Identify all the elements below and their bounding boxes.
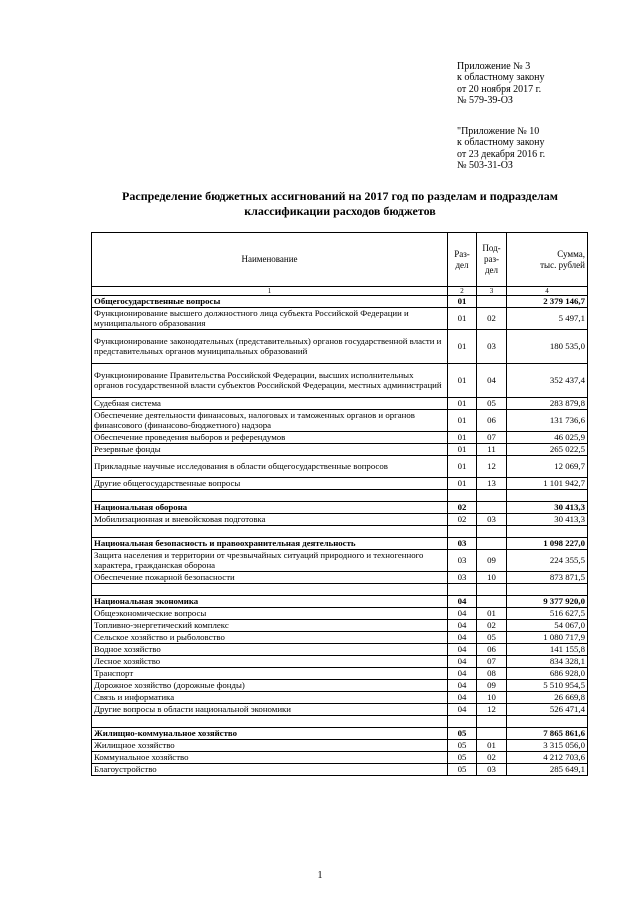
row-amount: 26 669,8 bbox=[507, 692, 588, 704]
column-number: 1 bbox=[92, 287, 448, 296]
row-name: Функционирование законодательных (представительных) органов государственной власти и представительных органов муниципальных образований bbox=[92, 330, 448, 364]
row-name: Жилищное хозяйство bbox=[92, 740, 448, 752]
row-amount: 141 155,8 bbox=[507, 644, 588, 656]
table-row bbox=[92, 668, 588, 680]
previous-appendix-reference bbox=[457, 126, 545, 172]
row-name: Обеспечение проведения выборов и референдумов bbox=[92, 432, 448, 444]
row-name: Функционирование Правительства Российской Федерации, высших исполнительных органов государственной власти субъектов Российской Федерации, местных администраций bbox=[92, 364, 448, 398]
header-section-text: Раз- дел bbox=[454, 248, 470, 270]
row-subsection: 04 bbox=[477, 364, 507, 398]
table-row bbox=[92, 608, 588, 620]
row-amount: 352 437,4 bbox=[507, 364, 588, 398]
table-row bbox=[92, 632, 588, 644]
row-subsection: 03 bbox=[477, 764, 507, 776]
table-header-row bbox=[92, 233, 588, 287]
row-name: Обеспечение деятельности финансовых, налоговых и таможенных органов и органов финансового (финансово-бюджетного) надзора bbox=[92, 410, 448, 432]
row-amount: 2 379 146,7 bbox=[507, 296, 588, 308]
row-amount: 46 025,9 bbox=[507, 432, 588, 444]
row-amount: 1 101 942,7 bbox=[507, 478, 588, 490]
row-subsection: 09 bbox=[477, 680, 507, 692]
row-section: 04 bbox=[448, 668, 477, 680]
row-amount: 224 355,5 bbox=[507, 550, 588, 572]
row-amount: 3 315 056,0 bbox=[507, 740, 588, 752]
row-subsection bbox=[477, 538, 507, 550]
appendix-line: к областному закону bbox=[457, 137, 545, 149]
empty-cell bbox=[92, 490, 448, 502]
row-section: 02 bbox=[448, 502, 477, 514]
row-amount: 686 928,0 bbox=[507, 668, 588, 680]
budget-table bbox=[91, 232, 588, 776]
row-amount: 180 535,0 bbox=[507, 330, 588, 364]
row-name: Национальная безопасность и правоохранительная деятельность bbox=[92, 538, 448, 550]
row-section: 01 bbox=[448, 444, 477, 456]
row-subsection: 01 bbox=[477, 608, 507, 620]
empty-cell bbox=[92, 716, 448, 728]
row-subsection: 09 bbox=[477, 550, 507, 572]
table-row bbox=[92, 456, 588, 478]
row-subsection bbox=[477, 296, 507, 308]
table-row bbox=[92, 704, 588, 716]
row-section: 01 bbox=[448, 456, 477, 478]
appendix-line: № 503-31-ОЗ bbox=[457, 160, 513, 172]
row-name: Связь и информатика bbox=[92, 692, 448, 704]
row-subsection: 13 bbox=[477, 478, 507, 490]
section-total-row bbox=[92, 502, 588, 514]
row-amount: 283 879,8 bbox=[507, 398, 588, 410]
spacer-row bbox=[92, 584, 588, 596]
row-amount: 9 377 920,0 bbox=[507, 596, 588, 608]
title-line: классификации расходов бюджетов bbox=[244, 203, 436, 218]
row-amount: 7 865 861,6 bbox=[507, 728, 588, 740]
header-amount bbox=[507, 233, 588, 287]
row-name: Жилищно-коммунальное хозяйство bbox=[92, 728, 448, 740]
row-subsection: 03 bbox=[477, 514, 507, 526]
column-number: 4 bbox=[507, 287, 588, 296]
page-number: 1 bbox=[317, 870, 323, 881]
empty-cell bbox=[477, 716, 507, 728]
row-amount: 285 649,1 bbox=[507, 764, 588, 776]
row-subsection: 01 bbox=[477, 740, 507, 752]
row-amount: 131 736,6 bbox=[507, 410, 588, 432]
row-subsection: 10 bbox=[477, 692, 507, 704]
row-amount: 30 413,3 bbox=[507, 502, 588, 514]
row-name: Водное хозяйство bbox=[92, 644, 448, 656]
empty-cell bbox=[92, 526, 448, 538]
spacer-row bbox=[92, 526, 588, 538]
row-section: 04 bbox=[448, 680, 477, 692]
header-amount-text: Сумма, тыс. рублей bbox=[540, 248, 585, 270]
header-subsection-text: Под- раз- дел bbox=[482, 243, 501, 275]
row-subsection: 02 bbox=[477, 620, 507, 632]
table-row bbox=[92, 514, 588, 526]
appendix-line: к областному закону bbox=[457, 72, 545, 84]
row-section: 01 bbox=[448, 330, 477, 364]
row-section: 04 bbox=[448, 632, 477, 644]
section-total-row bbox=[92, 296, 588, 308]
row-amount: 5 510 954,5 bbox=[507, 680, 588, 692]
row-name: Общеэкономические вопросы bbox=[92, 608, 448, 620]
table-row bbox=[92, 572, 588, 584]
row-section: 04 bbox=[448, 656, 477, 668]
table-row bbox=[92, 410, 588, 432]
empty-cell bbox=[507, 490, 588, 502]
appendix-line: Приложение № 3 bbox=[457, 61, 531, 72]
row-subsection bbox=[477, 502, 507, 514]
row-amount: 1 098 227,0 bbox=[507, 538, 588, 550]
empty-cell bbox=[448, 584, 477, 596]
row-section: 04 bbox=[448, 620, 477, 632]
row-name: Общегосударственные вопросы bbox=[92, 296, 448, 308]
appendix-line: от 23 декабря 2016 г. bbox=[457, 148, 546, 160]
row-subsection: 10 bbox=[477, 572, 507, 584]
column-number: 3 bbox=[477, 287, 507, 296]
appendix-line: № 579-39-ОЗ bbox=[457, 95, 513, 107]
table-row bbox=[92, 308, 588, 330]
row-name: Национальная оборона bbox=[92, 502, 448, 514]
row-section: 04 bbox=[448, 608, 477, 620]
spacer-row bbox=[92, 490, 588, 502]
row-name: Функционирование высшего должностного лица субъекта Российской Федерации и муниципального образования bbox=[92, 308, 448, 330]
row-name: Топливно-энергетический комплекс bbox=[92, 620, 448, 632]
row-section: 01 bbox=[448, 398, 477, 410]
column-number-row bbox=[92, 287, 588, 296]
row-amount: 54 067,0 bbox=[507, 620, 588, 632]
row-section: 03 bbox=[448, 550, 477, 572]
section-total-row bbox=[92, 538, 588, 550]
row-subsection: 02 bbox=[477, 752, 507, 764]
row-subsection: 05 bbox=[477, 398, 507, 410]
row-section: 05 bbox=[448, 752, 477, 764]
row-amount: 265 022,5 bbox=[507, 444, 588, 456]
table-row bbox=[92, 330, 588, 364]
table-row bbox=[92, 680, 588, 692]
row-name: Прикладные научные исследования в области общегосударственные вопросов bbox=[92, 456, 448, 478]
empty-cell bbox=[507, 716, 588, 728]
row-subsection: 02 bbox=[477, 308, 507, 330]
row-subsection: 08 bbox=[477, 668, 507, 680]
document-title bbox=[80, 189, 600, 218]
row-name: Дорожное хозяйство (дорожные фонды) bbox=[92, 680, 448, 692]
row-subsection bbox=[477, 596, 507, 608]
appendix-reference bbox=[457, 61, 545, 107]
empty-cell bbox=[507, 526, 588, 538]
row-section: 04 bbox=[448, 644, 477, 656]
table-row bbox=[92, 478, 588, 490]
empty-cell bbox=[477, 490, 507, 502]
row-section: 05 bbox=[448, 728, 477, 740]
row-amount: 834 328,1 bbox=[507, 656, 588, 668]
row-subsection: 12 bbox=[477, 456, 507, 478]
empty-cell bbox=[477, 526, 507, 538]
row-subsection: 05 bbox=[477, 632, 507, 644]
row-section: 01 bbox=[448, 296, 477, 308]
row-section: 04 bbox=[448, 704, 477, 716]
row-section: 02 bbox=[448, 514, 477, 526]
table-row bbox=[92, 620, 588, 632]
appendix-line: от 20 ноября 2017 г. bbox=[457, 83, 542, 95]
row-name: Другие вопросы в области национальной экономики bbox=[92, 704, 448, 716]
table-row bbox=[92, 656, 588, 668]
section-total-row bbox=[92, 596, 588, 608]
row-subsection bbox=[477, 728, 507, 740]
header-section bbox=[448, 233, 477, 287]
row-section: 04 bbox=[448, 692, 477, 704]
row-section: 03 bbox=[448, 572, 477, 584]
row-name: Национальная экономика bbox=[92, 596, 448, 608]
row-amount: 526 471,4 bbox=[507, 704, 588, 716]
table-row bbox=[92, 398, 588, 410]
row-section: 01 bbox=[448, 364, 477, 398]
row-subsection: 07 bbox=[477, 432, 507, 444]
table-row bbox=[92, 764, 588, 776]
row-amount: 1 080 717,9 bbox=[507, 632, 588, 644]
row-subsection: 03 bbox=[477, 330, 507, 364]
title-line: Распределение бюджетных ассигнований на 2017 год по разделам и подразделам bbox=[122, 189, 558, 203]
header-subsection bbox=[477, 233, 507, 287]
header-name: Наименование bbox=[92, 233, 448, 287]
row-name: Благоустройство bbox=[92, 764, 448, 776]
table-row bbox=[92, 692, 588, 704]
row-section: 03 bbox=[448, 538, 477, 550]
row-section: 01 bbox=[448, 478, 477, 490]
row-name: Другие общегосударственные вопросы bbox=[92, 478, 448, 490]
row-section: 01 bbox=[448, 432, 477, 444]
row-name: Защита населения и территории от чрезвычайных ситуаций природного и техногенного характера, гражданская оборона bbox=[92, 550, 448, 572]
row-subsection: 07 bbox=[477, 656, 507, 668]
empty-cell bbox=[92, 584, 448, 596]
row-amount: 12 069,7 bbox=[507, 456, 588, 478]
row-amount: 4 212 703,6 bbox=[507, 752, 588, 764]
column-number: 2 bbox=[448, 287, 477, 296]
row-subsection: 06 bbox=[477, 410, 507, 432]
row-amount: 873 871,5 bbox=[507, 572, 588, 584]
row-amount: 5 497,1 bbox=[507, 308, 588, 330]
empty-cell bbox=[448, 526, 477, 538]
table-row bbox=[92, 444, 588, 456]
table-row bbox=[92, 550, 588, 572]
row-name: Сельское хозяйство и рыболовство bbox=[92, 632, 448, 644]
row-name: Коммунальное хозяйство bbox=[92, 752, 448, 764]
row-name: Резервные фонды bbox=[92, 444, 448, 456]
row-section: 05 bbox=[448, 764, 477, 776]
empty-cell bbox=[448, 716, 477, 728]
row-name: Судебная система bbox=[92, 398, 448, 410]
row-subsection: 06 bbox=[477, 644, 507, 656]
row-name: Транспорт bbox=[92, 668, 448, 680]
table-row bbox=[92, 752, 588, 764]
row-subsection: 11 bbox=[477, 444, 507, 456]
row-name: Лесное хозяйство bbox=[92, 656, 448, 668]
row-subsection: 12 bbox=[477, 704, 507, 716]
table-row bbox=[92, 644, 588, 656]
row-section: 01 bbox=[448, 410, 477, 432]
empty-cell bbox=[507, 584, 588, 596]
section-total-row bbox=[92, 728, 588, 740]
row-section: 05 bbox=[448, 740, 477, 752]
row-section: 04 bbox=[448, 596, 477, 608]
row-amount: 516 627,5 bbox=[507, 608, 588, 620]
row-name: Мобилизационная и вневойсковая подготовка bbox=[92, 514, 448, 526]
row-name: Обеспечение пожарной безопасности bbox=[92, 572, 448, 584]
empty-cell bbox=[448, 490, 477, 502]
row-amount: 30 413,3 bbox=[507, 514, 588, 526]
row-section: 01 bbox=[448, 308, 477, 330]
table-row bbox=[92, 432, 588, 444]
appendix-line: "Приложение № 10 bbox=[457, 126, 540, 137]
spacer-row bbox=[92, 716, 588, 728]
table-row bbox=[92, 740, 588, 752]
empty-cell bbox=[477, 584, 507, 596]
table-row bbox=[92, 364, 588, 398]
